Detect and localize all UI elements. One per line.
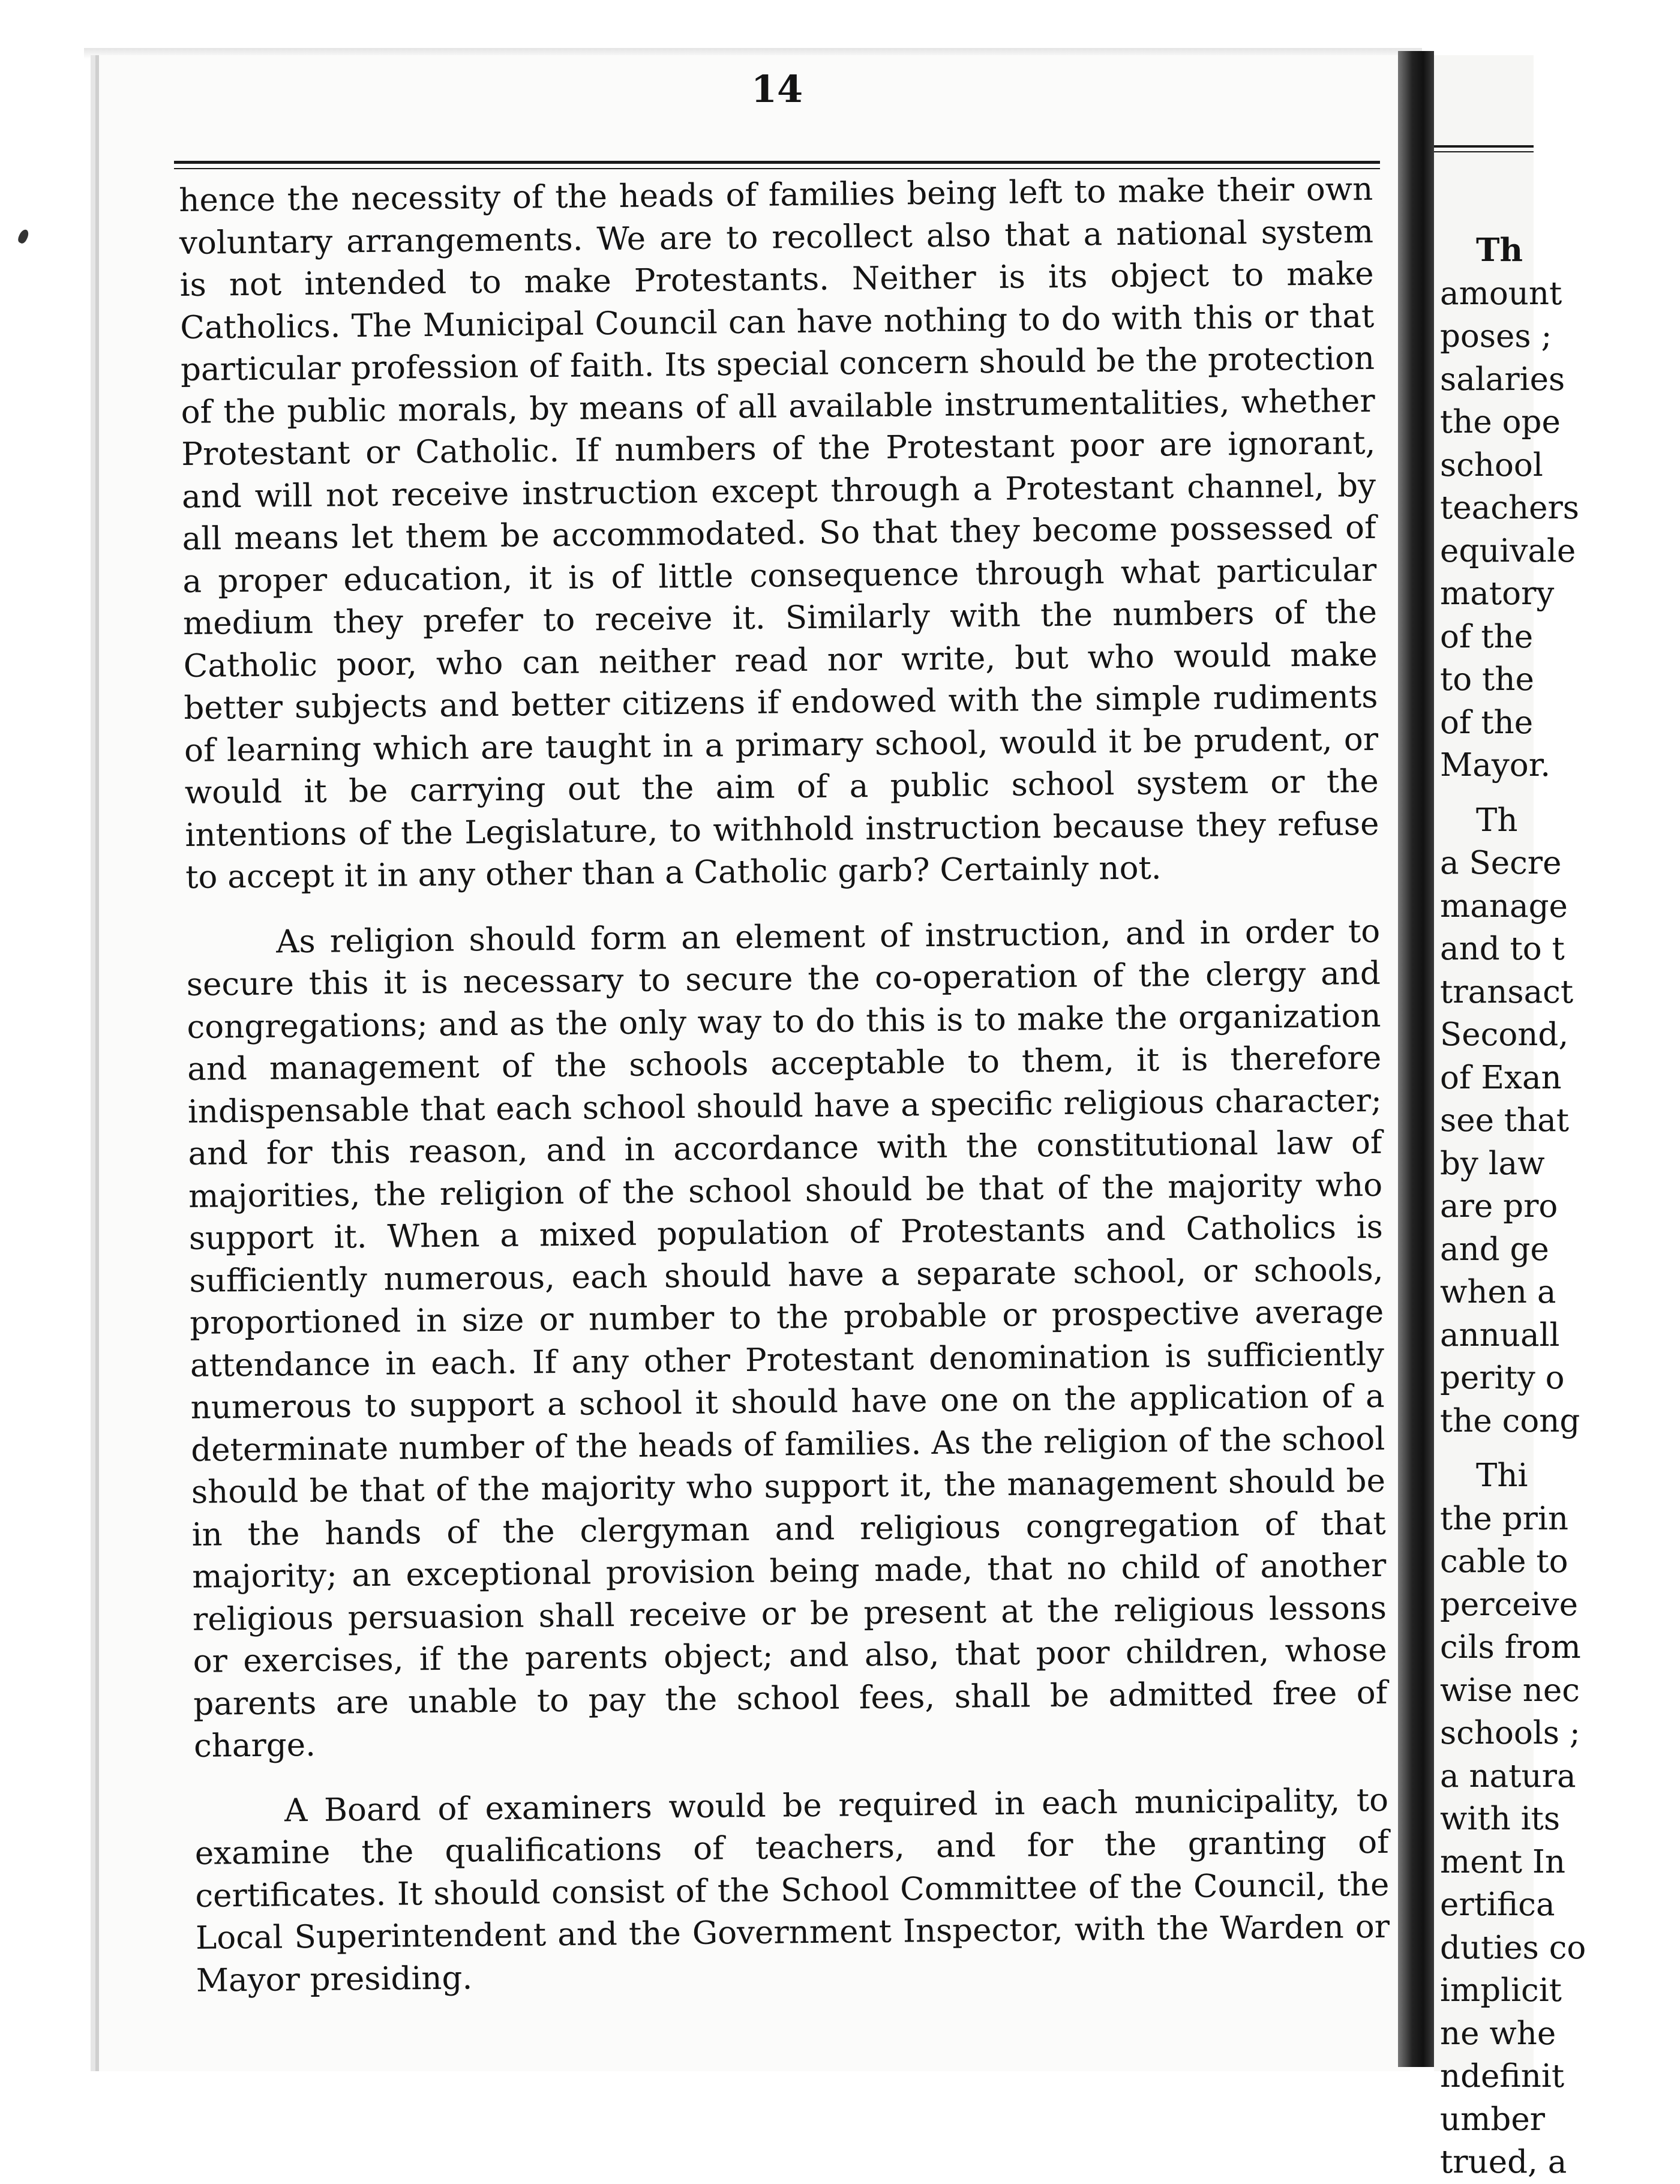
facing-page-line: amount — [1440, 275, 1562, 312]
facing-page-line: school — [1440, 446, 1543, 484]
facing-page-line: see that — [1440, 1102, 1570, 1139]
facing-page-line: Thi — [1476, 1457, 1528, 1494]
facing-page — [1434, 55, 1586, 2180]
facing-page-line: cable to — [1440, 1543, 1568, 1580]
facing-page-line: ertifica — [1440, 1886, 1555, 1923]
facing-page-line: a Secre — [1440, 845, 1562, 881]
facing-page-line: the prin — [1440, 1500, 1568, 1537]
header-rule-thick — [174, 161, 1380, 164]
facing-page-line: when a — [1440, 1274, 1556, 1310]
facing-page-line: to the — [1440, 661, 1534, 698]
facing-page-line: annuall — [1440, 1316, 1560, 1354]
facing-page-line: salaries — [1440, 361, 1565, 398]
facing-page-line: wise nec — [1440, 1672, 1580, 1709]
facing-page-line: of the — [1440, 618, 1534, 655]
facing-page-line: Th — [1476, 802, 1518, 839]
facing-page-line: equivale — [1440, 532, 1576, 569]
facing-header-rule — [1434, 145, 1534, 148]
facing-page-line: with its — [1440, 1801, 1561, 1837]
page-number: 14 — [751, 67, 803, 111]
facing-page-line: Second, — [1440, 1016, 1569, 1053]
facing-page-line: and to t — [1440, 931, 1565, 967]
body-text — [179, 169, 1390, 2002]
facing-page-line: transact — [1440, 973, 1574, 1010]
facing-page-line: schools ; — [1440, 1715, 1580, 1751]
facing-page-line: ndefinit — [1440, 2058, 1565, 2095]
facing-page-line: trued, a — [1440, 2144, 1567, 2180]
facing-page-line: cils from — [1440, 1629, 1581, 1666]
facing-page-line: teachers — [1440, 490, 1579, 526]
facing-page-line: of the — [1440, 704, 1534, 741]
facing-page-line: of Exan — [1440, 1059, 1562, 1096]
facing-page-line: ne whe — [1440, 2015, 1556, 2052]
margin-ink-mark — [17, 228, 31, 245]
facing-page-line: Mayor. — [1440, 747, 1551, 784]
facing-page-line: perceive — [1440, 1586, 1578, 1623]
facing-page-line: manage — [1440, 887, 1568, 925]
facing-page-line: are pro — [1440, 1188, 1558, 1225]
facing-page-line: the cong — [1440, 1402, 1580, 1439]
facing-page-line: matory — [1440, 575, 1555, 612]
facing-page-line: ment In — [1440, 1843, 1565, 1880]
facing-page-line: implicit — [1440, 1972, 1562, 2009]
facing-page-line: perity o — [1440, 1360, 1565, 1396]
facing-page-line: umber — [1440, 2101, 1546, 2138]
book-gutter — [1398, 51, 1434, 2067]
facing-page-text — [1440, 229, 1680, 2184]
facing-page-line: a natura — [1440, 1757, 1576, 1795]
facing-header-rule-thin — [1434, 151, 1534, 152]
facing-page-line: duties co — [1440, 1929, 1586, 1966]
facing-page-line: the ope — [1440, 404, 1561, 440]
paragraph-3: A Board of examiners would be required in each municipality, to examine the qualifications of teachers, and for the granting of certificates. It should consist of the School Committee of the Council, the Local Superintendent and the Government Inspector, with the Warden or Mayor presiding. — [194, 1781, 1390, 1999]
facing-page-line: Th — [1476, 232, 1523, 269]
facing-page-line: poses ; — [1440, 318, 1552, 355]
header-rule-thin — [174, 168, 1380, 169]
facing-page-line: by law — [1440, 1145, 1545, 1182]
facing-page-line: and ge — [1440, 1231, 1549, 1268]
paragraph-1: hence the necessity of the heads of families being left to make their own voluntary arrangements. We are to recollect also that a national system is not intended to make Protestants. Neither is its object to make Catholics. The Municipal Council can have nothing to do with this or that particular profession of faith. Its special concern should be the protection of the public morals, by means of all available instrumentalities, whether Protestant or Catholic. If numbers of the Protestant poor are ignorant, and will not receive instruction except through a Protestant channel, by all means let them be accommodated. So that they become possessed of a proper education, it is of little consequence through what particular medium they prefer to receive it. Similarly with the numbers of the Catholic poor, who can neither read nor write, but who would make better subjects and better citizens if endowed with the simple rudiments of learning which are taught in a primary school, would it be prudent, or would it be carrying out the aim of a public school system or the intentions of the Legislature, to withhold instruction because they refuse to accept it in any other than a Catholic garb? Certainly not. — [179, 170, 1379, 896]
paragraph-2: As religion should form an element of instruction, and in order to secure this it is necessary to secure the co-operation of the clergy and congregations; and as the only way to do this is to make the organization and management of the schools acceptable to them, it is therefore indispensable that each school should have a specific religious character; and for this reason, and in accordance with the constitutional law of majorities, the religion of the school should be that of the majority who support it. When a mixed population of Protestants and Catholics is sufficiently numerous, each should have a separate school, or schools, proportioned in size or number to the probable or prospective average attendance in each. If any other Protestant denomination is sufficiently numerous to support a school it should have one on the application of a determinate number of the heads of families. As the religion of the school should be that of the majority who support it, the management should be in the hands of the clergyman and religious congregation of that majority; an exceptional provision being made, that no child of another religious persuasion shall receive or be present at the religious lessons or exercises, if the parents object; and also, that poor children, whose parents are unable to pay the school fees, shall be admitted free of charge. — [186, 913, 1388, 1765]
